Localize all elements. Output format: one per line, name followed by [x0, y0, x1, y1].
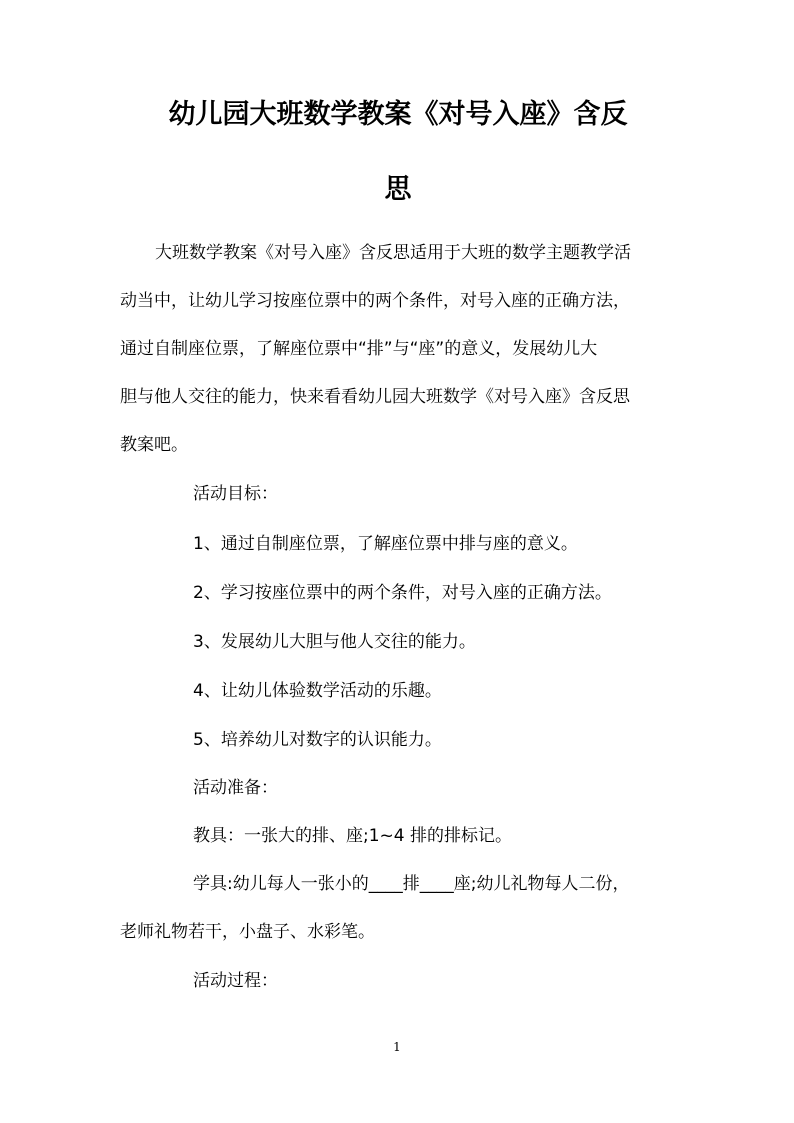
prep-heading: 活动准备： — [193, 778, 278, 798]
intro-line-1: 大班数学教案《对号入座》含反思适用于大班的数学主题教学活 — [155, 243, 631, 263]
document-title-line-2: 思 — [384, 174, 412, 205]
intro-line-4: 胆与他人交往的能力，快来看看幼儿园大班数学《对号入座》含反思 — [120, 387, 630, 407]
intro-line-3: 通过自制座位票，了解座位票中“排”与“座”的意义，发展幼儿大 — [120, 339, 598, 359]
prep-learning-aids-line-1: 学具:幼儿每人一张小的____排____座;幼儿礼物每人二份， — [193, 874, 630, 894]
prep-learning-aids-line-2: 老师礼物若干，小盘子、水彩笔。 — [120, 922, 375, 942]
intro-line-2: 动当中，让幼儿学习按座位票中的两个条件，对号入座的正确方法， — [120, 291, 630, 311]
goal-item-3: 3、发展幼儿大胆与他人交往的能力。 — [193, 632, 476, 652]
goal-item-5: 5、培养幼儿对数字的认识能力。 — [193, 730, 442, 750]
goal-item-1: 1、通过自制座位票，了解座位票中排与座的意义。 — [193, 534, 578, 554]
goal-item-4: 4、让幼儿体验数学活动的乐趣。 — [193, 681, 442, 701]
intro-line-5: 教案吧。 — [120, 435, 188, 455]
page-number: 1 — [393, 1040, 401, 1054]
goals-heading: 活动目标： — [193, 484, 278, 504]
document-title-line-1: 幼儿园大班数学教案《对号入座》含反 — [168, 99, 628, 130]
prep-teaching-aids: 教具：一张大的排、座;1~4 排的排标记。 — [193, 826, 513, 846]
goal-item-2: 2、学习按座位票中的两个条件，对号入座的正确方法。 — [193, 583, 612, 603]
process-heading: 活动过程： — [193, 971, 278, 991]
